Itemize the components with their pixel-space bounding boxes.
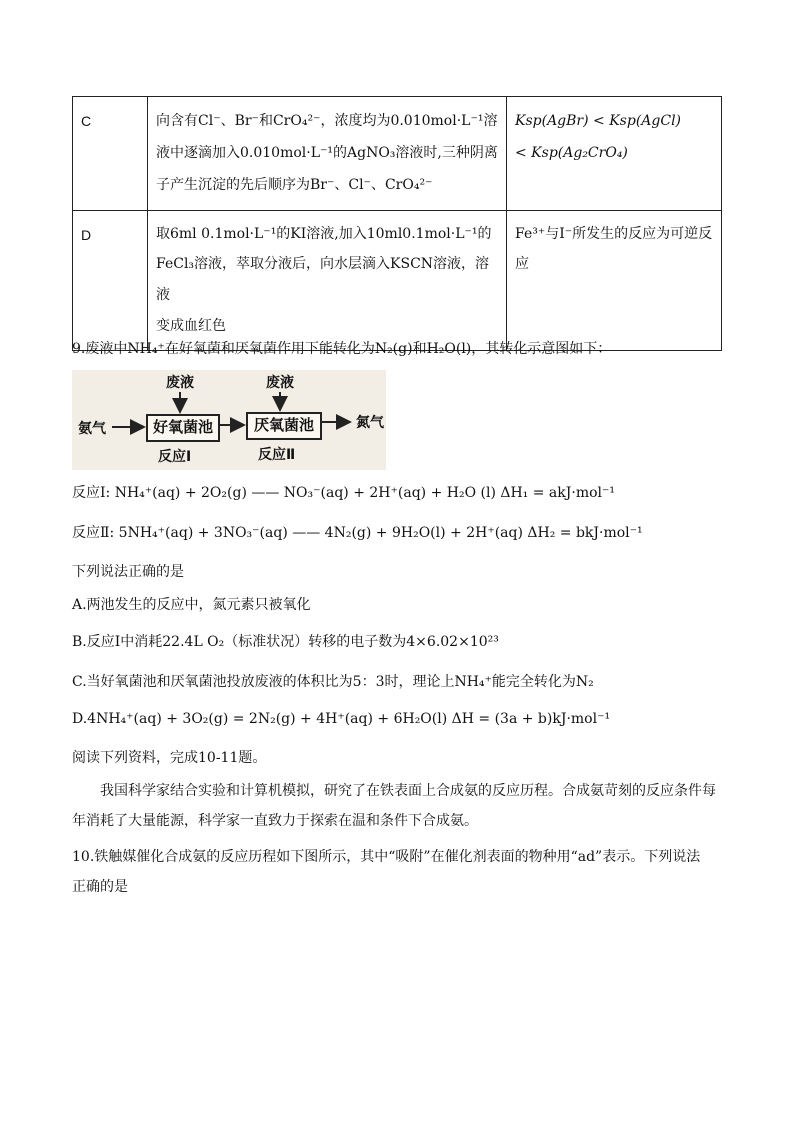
reaction2-label: 反应Ⅱ <box>258 447 296 463</box>
row-content <box>148 97 507 211</box>
output-label: 氮气 <box>356 415 384 431</box>
content-line: 向含有Cl⁻、Br⁻和CrO₄²⁻，浓度均为0.010mol·L⁻¹溶 <box>156 113 498 129</box>
q9-option-c: C.当好氧菌池和厌氧菌池投放废液的体积比为5：3时，理论上NH₄⁺能完全转化为N₂ <box>72 674 594 690</box>
q9-option-d: D.4NH₄⁺(aq) + 3O₂(g) = 2N₂(g) + 4H⁺(aq) + 6H₂O(l) ΔH = (3a + b)kJ·mol⁻¹ <box>72 711 611 727</box>
reaction1-label: 反应Ⅰ <box>158 449 192 465</box>
q10-stem-line2: 正确的是 <box>72 879 128 895</box>
row-conclusion <box>507 97 722 211</box>
table-row-d <box>73 210 722 350</box>
row-content <box>148 210 507 350</box>
conclusion-line: Fe³⁺与I⁻所发生的反应为可逆反 <box>515 225 713 242</box>
reading-intro: 阅读下列资料，完成10-11题。 <box>72 750 267 766</box>
content-line: 液中逐滴加入0.010mol·L⁻¹的AgNO₃溶液时,三种阴离 <box>156 145 498 162</box>
row-label: D <box>73 210 148 350</box>
content-line: 变成血红色 <box>156 317 226 334</box>
reaction2-equation: 反应Ⅱ: 5NH₄⁺(aq) + 3NO₃⁻(aq) —— 4N₂(g) + 9H₂O(l) + 2H⁺(aq) ΔH₂ = bkJ·mol⁻¹ <box>72 525 643 541</box>
conclusion-line: 应 <box>515 256 529 273</box>
reading-paragraph: 我国科学家结合实验和计算机模拟，研究了在铁表面上合成氨的反应历程。合成氨苛刻的反应条件每年消耗了大量能源，科学家一直致力于探索在温和条件下合成氨。 <box>72 783 716 829</box>
diagram-arrows <box>72 370 386 470</box>
row-label: C <box>73 97 148 211</box>
content-line: 子产生沉淀的先后顺序为Br⁻、Cl⁻、CrO₄²⁻ <box>156 177 433 194</box>
content-line: FeCl₃溶液，萃取分液后，向水层滴入KSCN溶液，溶液 <box>156 256 490 304</box>
waste-label-1: 废液 <box>166 375 194 391</box>
waste-label-2: 废液 <box>266 375 294 391</box>
q9-option-b: B.反应Ⅰ中消耗22.4L O₂（标准状况）转移的电子数为4×6.02×10²³ <box>72 634 499 650</box>
aerobic-pool-box: 好氧菌池 <box>146 414 220 442</box>
q9-option-a: A.两池发生的反应中，氮元素只被氧化 <box>72 597 311 613</box>
content-line: 取6ml 0.1mol·L⁻¹的KI溶液,加入10ml0.1mol·L⁻¹的 <box>156 225 492 242</box>
options-table <box>72 96 722 351</box>
conversion-diagram <box>72 370 386 470</box>
input-label: 氨气 <box>78 421 106 437</box>
reaction1-equation: 反应Ⅰ: NH₄⁺(aq) + 2O₂(g) —— NO₃⁻(aq) + 2H⁺(aq) + H₂O (l) ΔH₁ = akJ·mol⁻¹ <box>72 485 616 501</box>
row-conclusion <box>507 210 722 350</box>
table-row-c <box>73 97 722 211</box>
q9-stem: 9.废液中NH₄⁺在好氧菌和厌氧菌作用下能转化为N₂(g)和H₂O(l)，其转化示意图如下： <box>72 341 612 357</box>
anaerobic-pool-box: 厌氧菌池 <box>246 412 322 440</box>
q10-stem-line1: 10.铁触媒催化合成氨的反应历程如下图所示，其中“吸附”在催化剂表面的物种用“ad”表示。下列说法 <box>72 849 701 865</box>
q9-question: 下列说法正确的是 <box>72 564 184 580</box>
conclusion-line: < Ksp(Ag₂CrO₄) <box>515 145 628 162</box>
conclusion-line: Ksp(AgBr) < Ksp(AgCl) <box>515 113 682 129</box>
